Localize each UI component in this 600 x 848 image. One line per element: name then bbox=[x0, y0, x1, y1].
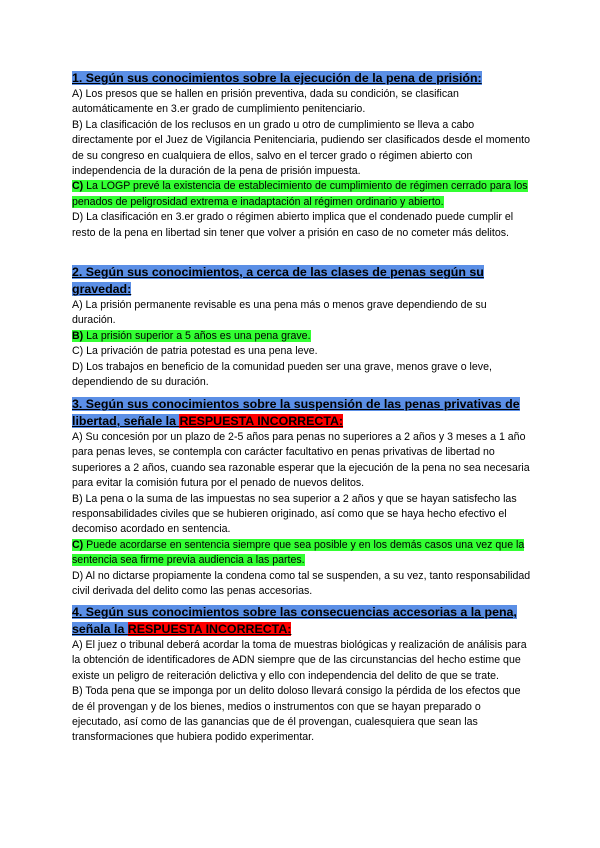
question-3-option-d: D) Al no dictarse propiamente la condena como tal se suspenden, a su vez, tanto responsabilidad civil derivada del delito como las penas accesorias. bbox=[72, 569, 531, 598]
question-2 bbox=[72, 264, 532, 390]
question-4-title: 4. Según sus conocimientos sobre las consecuencias accesorias a la pena, señala la RESPUESTA INCORRECTA: bbox=[72, 605, 517, 636]
question-3 bbox=[72, 396, 532, 599]
incorrect-answer-label: RESPUESTA INCORRECTA: bbox=[179, 414, 344, 428]
question-2-option-c: C) La privación de patria potestad es una pena leve. bbox=[72, 345, 318, 358]
question-2-option-d: D) Los trabajos en beneficio de la comunidad pueden ser una grave, menos grave o leve, dependiendo de su duración. bbox=[72, 360, 492, 389]
question-1 bbox=[72, 70, 532, 241]
question-3-option-c-correct: C) Puede acordarse en sentencia siempre que sea posible y en los demás casos una vez que la sentencia sea firme previa audiencia a las partes. bbox=[72, 538, 525, 567]
question-1-title: 1. Según sus conocimientos sobre la ejecución de la pena de prisión: bbox=[72, 71, 482, 85]
question-2-option-b-correct: B) La prisión superior a 5 años es una pena grave. bbox=[72, 329, 311, 342]
question-2-title: 2. Según sus conocimientos, a cerca de las clases de penas según su gravedad: bbox=[72, 265, 484, 296]
question-4-option-a: A) El juez o tribunal deberá acordar la toma de muestras biológicas y realización de análisis para la obtención de identificadores de ADN siempre que de las circunstancias del hecho estime que existe un peligro de reiteración delictiva y ello con independencia del delito de que se trate. bbox=[72, 639, 527, 682]
question-3-option-b: B) La pena o la suma de las impuestas no sea superior a 2 años y que se hayan satisfecho las responsabilidades civiles que se hubieren originado, así como que se haya hecho efectivo el decomiso acordado en sentencia. bbox=[72, 492, 517, 536]
incorrect-answer-label: RESPUESTA INCORRECTA: bbox=[127, 622, 292, 636]
question-1-option-b: B) La clasificación de los reclusos en un grado u otro de cumplimiento se lleva a cabo directamente por el Juez de Vigilancia Penitenciaria, pudiendo ser clasificados desde el momento de su congreso en cualquiera de ellos, salvo en el tercer grado o régimen abierto con independencia de la duración de la pena de prisión impuesta. bbox=[72, 118, 530, 178]
question-3-option-a: A) Su concesión por un plazo de 2-5 años para penas no superiores a 2 años y 3 meses a 1 año para penas leves, se contempla con carácter facultativo en penas privativas de libertad no superiores a 2 años, cuando sea razonable esperar que la ejecución de la pena no sea necesaria para evitar la comisión futura por el penado de nuevos delitos. bbox=[72, 431, 530, 490]
question-1-option-c-correct: C) La LOGP prevé la existencia de establecimiento de cumplimiento de régimen cerrado para los penados de peligrosidad extrema e inadaptación al régimen ordinario y abierto. bbox=[72, 180, 528, 208]
question-3-title: 3. Según sus conocimientos sobre la suspensión de las penas privativas de libertad, señale la RESPUESTA INCORRECTA: bbox=[72, 397, 520, 428]
question-4 bbox=[72, 604, 532, 746]
question-4-option-b: B) Toda pena que se imponga por un delito doloso llevará consigo la pérdida de los efectos que de él provengan y de los bienes, medios o instrumentos con que se hayan preparado o ejecutado, así como de las ganancias que de él provengan, cualesquiera que sean las transformaciones que hubiera podido experimentar. bbox=[72, 685, 521, 744]
question-1-option-d: D) La clasificación en 3.er grado o régimen abierto implica que el condenado puede cumplir el resto de la pena en libertad sin tener que volver a prisión en caso de no cometer más delitos. bbox=[72, 211, 514, 239]
question-1-option-a: A) Los presos que se hallen en prisión preventiva, dada su condición, se clasifican automáticamente en 3.er grado de cumplimiento penitenciario. bbox=[72, 88, 459, 116]
question-2-option-a: A) La prisión permanente revisable es una pena más o menos grave dependiendo de su duración. bbox=[72, 299, 487, 327]
